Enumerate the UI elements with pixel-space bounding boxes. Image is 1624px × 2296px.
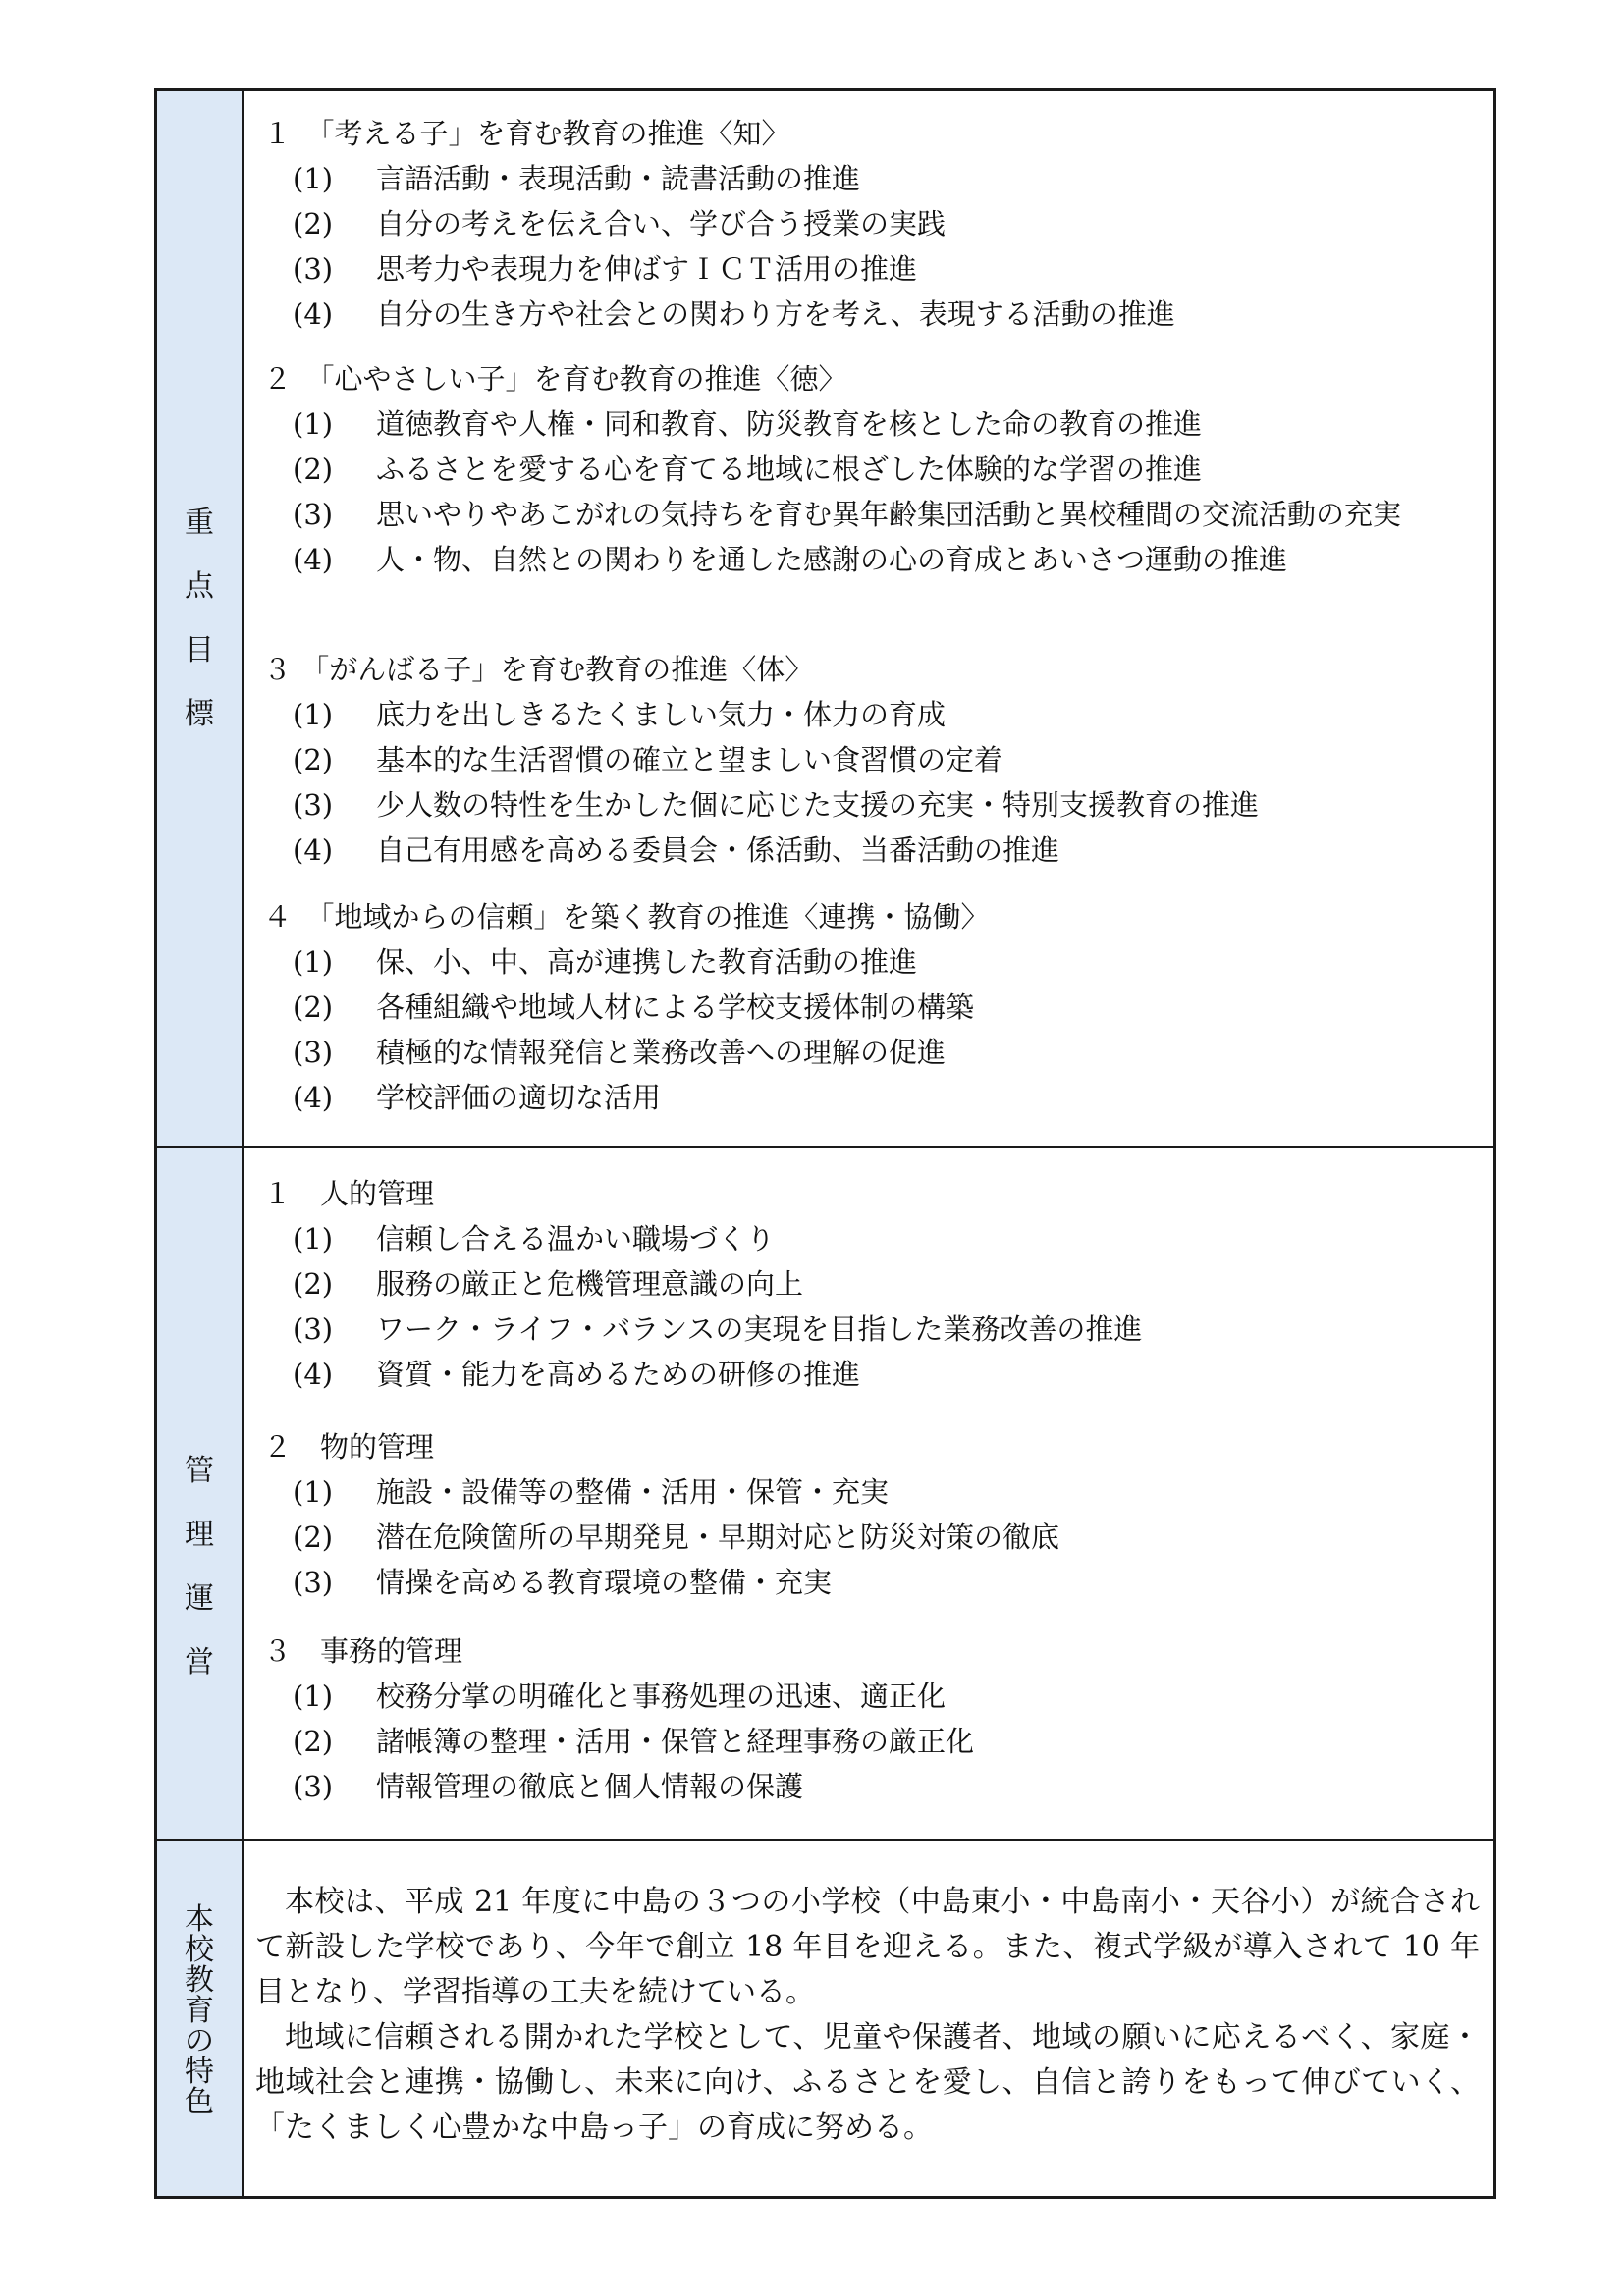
management-section-1 — [263, 1171, 1474, 1397]
label-char: 標 — [185, 697, 214, 731]
focus-goals-row — [157, 91, 1493, 1148]
section-title: ４ 「地域からの信頼」を築く教育の推進〈連携・協働〉 — [263, 900, 990, 934]
label-char: 校 — [185, 1933, 214, 1967]
item-number: (2) — [293, 207, 334, 240]
item-number: (1) — [293, 1680, 334, 1713]
item-number: (2) — [293, 743, 334, 776]
item-number: (1) — [293, 945, 334, 979]
list-item — [263, 201, 1474, 246]
list-item — [263, 492, 1474, 537]
list-item — [263, 828, 1474, 873]
label-char: 目 — [185, 633, 214, 667]
item-text: 自分の生き方や社会との関わり方を考え、表現する活動の推進 — [376, 297, 1175, 331]
item-number: (2) — [293, 1725, 334, 1758]
item-text: ふるさとを愛する心を育てる地域に根ざした体験的な学習の推進 — [376, 453, 1203, 486]
list-item — [263, 1719, 1474, 1764]
list-item — [263, 1469, 1474, 1515]
item-text: 資質・能力を高めるための研修の推進 — [376, 1358, 861, 1391]
item-text: 自分の考えを伝え合い、学び合う授業の実践 — [376, 207, 947, 240]
item-text: 諸帳簿の整理・活用・保管と経理事務の厳正化 — [376, 1725, 975, 1758]
item-text: 自己有用感を高める委員会・係活動、当番活動の推進 — [376, 833, 1060, 867]
item-text: 情操を高める教育環境の整備・充実 — [376, 1566, 833, 1599]
item-number: (4) — [293, 543, 334, 576]
label-char: 点 — [185, 569, 214, 604]
list-item — [263, 985, 1474, 1030]
item-number: (3) — [293, 498, 334, 531]
item-number: (4) — [293, 1358, 334, 1391]
item-number: (2) — [293, 1521, 334, 1554]
label-char: 教 — [185, 1963, 214, 1998]
item-number: (2) — [293, 453, 334, 486]
item-number: (3) — [293, 1566, 334, 1599]
section-title: ２ 「心やさしい子」を育む教育の推進〈徳〉 — [263, 362, 847, 396]
management-label-cell — [157, 1148, 244, 1839]
list-item — [263, 692, 1474, 737]
management-content — [244, 1148, 1493, 1839]
item-number: (2) — [293, 990, 334, 1024]
management-label — [157, 1454, 242, 1712]
item-number: (1) — [293, 698, 334, 731]
label-char: 特 — [185, 2055, 214, 2089]
list-item — [263, 1216, 1474, 1261]
item-text: 情報管理の徹底と個人情報の保護 — [376, 1770, 804, 1803]
item-number: (4) — [293, 297, 334, 331]
list-item — [263, 1261, 1474, 1307]
item-number: (4) — [293, 833, 334, 867]
label-char: 本 — [185, 1902, 214, 1937]
item-number: (1) — [293, 162, 334, 195]
item-text: 保、小、中、高が連携した教育活動の推進 — [376, 945, 918, 979]
focus-goals-content — [244, 91, 1493, 1146]
paragraph: 本校は、平成 21 年度に中島の３つの小学校（中島東小・中島南小・天谷小）が統合されて新設した学校であり、今年で創立 18 年目を迎える。また、複式学級が導入されて 10 年目となり、学習指導の工夫を続けている。 — [255, 1885, 1480, 2009]
list-item — [263, 1030, 1474, 1075]
item-text: ワーク・ライフ・バランスの実現を目指した業務改善の推進 — [376, 1312, 1143, 1346]
school-features-label — [157, 1902, 242, 2119]
label-char: 営 — [185, 1645, 214, 1680]
management-row — [157, 1148, 1493, 1841]
goal-section-4 — [263, 894, 1474, 1120]
item-text: 各種組織や地域人材による学校支援体制の構築 — [376, 990, 975, 1024]
item-text: 思いやりやあこがれの気持ちを育む異年齢集団活動と異校種間の交流活動の充実 — [376, 498, 1402, 531]
item-number: (1) — [293, 1475, 334, 1509]
item-text: 基本的な生活習慣の確立と望ましい食習慣の定着 — [376, 743, 1003, 776]
focus-goals-label — [157, 508, 242, 764]
item-number: (4) — [293, 1081, 334, 1114]
section-title: ３ 「がんばる子」を育む教育の推進〈体〉 — [263, 653, 814, 686]
item-text: 人・物、自然との関わりを通した感謝の心の育成とあいさつ運動の推進 — [376, 543, 1288, 576]
label-char: 理 — [185, 1518, 214, 1552]
item-number: (1) — [293, 407, 334, 441]
list-item — [263, 1764, 1474, 1809]
item-text: 信頼し合える温かい職場づくり — [376, 1222, 776, 1255]
section-title: １ 人的管理 — [263, 1177, 435, 1210]
list-item — [263, 782, 1474, 828]
list-item — [263, 537, 1474, 582]
paragraph: 地域に信頼される開かれた学校として、児童や保護者、地域の願いに応えるべく、家庭・地域社会と連携・協働し、未来に向け、ふるさとを愛し、自信と誇りをもって伸びていく、「たくましく心豊かな中島っ子」の育成に努める。 — [255, 2020, 1480, 2145]
item-text: 校務分掌の明確化と事務処理の迅速、適正化 — [376, 1680, 947, 1713]
item-text: 服務の厳正と危機管理意識の向上 — [376, 1267, 804, 1301]
item-number: (3) — [293, 1312, 334, 1346]
school-features-label-cell — [157, 1841, 244, 2196]
features-text — [255, 1880, 1480, 2151]
list-item — [263, 401, 1474, 447]
item-number: (3) — [293, 788, 334, 822]
section-title: ３ 事務的管理 — [263, 1634, 463, 1668]
list-item — [263, 246, 1474, 292]
item-number: (3) — [293, 1036, 334, 1069]
item-number: (2) — [293, 1267, 334, 1301]
school-features-row — [157, 1841, 1493, 2196]
school-policy-table — [154, 88, 1496, 2199]
item-text: 少人数の特性を生かした個に応じた支援の充実・特別支援教育の推進 — [376, 788, 1260, 822]
item-text: 思考力や表現力を伸ばすＩＣＴ活用の推進 — [376, 252, 918, 286]
item-text: 施設・設備等の整備・活用・保管・充実 — [376, 1475, 890, 1509]
label-char: 育 — [185, 1994, 214, 2028]
list-item — [263, 737, 1474, 782]
management-section-3 — [263, 1629, 1474, 1809]
list-item — [263, 1515, 1474, 1560]
goal-section-3 — [263, 647, 1474, 873]
school-features-content — [244, 1841, 1493, 2196]
item-text: 積極的な情報発信と業務改善への理解の促進 — [376, 1036, 947, 1069]
goal-section-1 — [263, 111, 1474, 337]
label-char: 運 — [185, 1581, 214, 1616]
list-item — [263, 939, 1474, 985]
list-item — [263, 1307, 1474, 1352]
list-item — [263, 292, 1474, 337]
focus-goals-label-cell — [157, 91, 244, 1146]
list-item — [263, 1560, 1474, 1605]
item-text: 潜在危険箇所の早期発見・早期対応と防災対策の徹底 — [376, 1521, 1060, 1554]
item-text: 道徳教育や人権・同和教育、防災教育を核とした命の教育の推進 — [376, 407, 1203, 441]
item-number: (1) — [293, 1222, 334, 1255]
item-text: 底力を出しきるたくましい気力・体力の育成 — [376, 698, 947, 731]
label-char: 色 — [185, 2085, 214, 2119]
list-item — [263, 1075, 1474, 1120]
item-number: (3) — [293, 1770, 334, 1803]
list-item — [263, 1674, 1474, 1719]
list-item — [263, 1352, 1474, 1397]
management-section-2 — [263, 1424, 1474, 1605]
label-char: の — [185, 2024, 214, 2058]
section-title: ２ 物的管理 — [263, 1430, 435, 1464]
item-text: 言語活動・表現活動・読書活動の推進 — [376, 162, 861, 195]
list-item — [263, 447, 1474, 492]
section-title: １ 「考える子」を育む教育の推進〈知〉 — [263, 117, 790, 150]
label-char: 管 — [185, 1454, 214, 1488]
item-number: (3) — [293, 252, 334, 286]
label-char: 重 — [185, 506, 214, 540]
item-text: 学校評価の適切な活用 — [376, 1081, 662, 1114]
goal-section-2 — [263, 356, 1474, 582]
list-item — [263, 156, 1474, 201]
